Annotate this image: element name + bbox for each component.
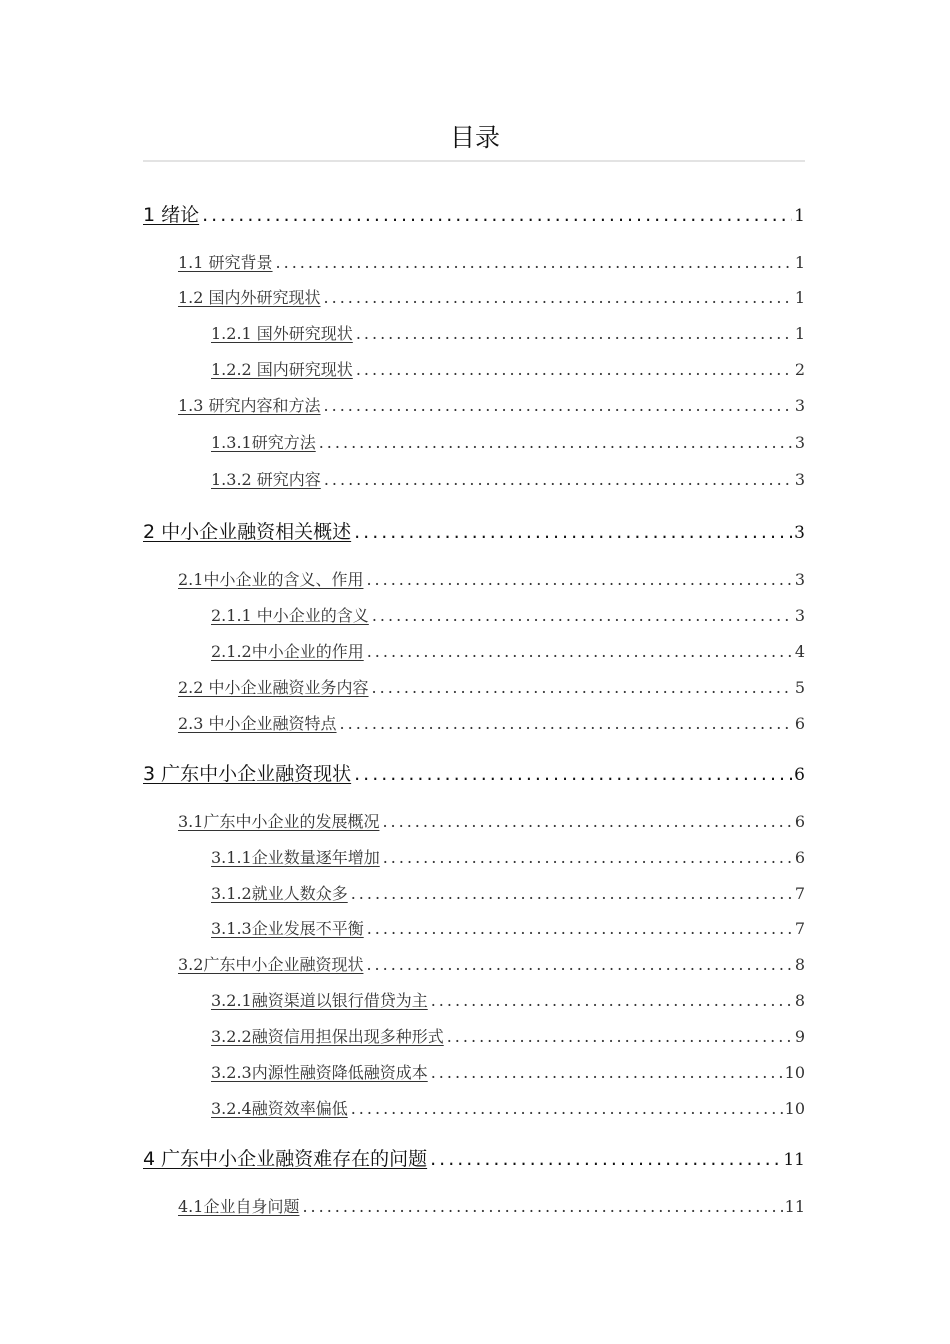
toc-entry-2-1[interactable] <box>178 567 805 590</box>
toc-entry-label: 1 绪论 <box>143 204 200 226</box>
toc-title: 目录 <box>449 123 500 152</box>
dot-leader <box>354 521 792 543</box>
toc-entry-page: 7 <box>794 919 805 938</box>
toc-entry-3-1-1[interactable] <box>211 845 805 868</box>
toc-entry-label: 4 广东中小企业融资难存在的问题 <box>143 1148 428 1170</box>
dot-leader <box>351 1099 783 1118</box>
toc-entry-page: 10 <box>784 1063 805 1082</box>
dot-leader <box>383 848 793 867</box>
toc-entry-page: 4 <box>794 642 805 661</box>
toc-entry-page: 6 <box>794 848 805 867</box>
toc-entry-page: 1 <box>794 324 805 343</box>
toc-entry-label: 1.3 研究内容和方法 <box>178 396 321 415</box>
toc-entry-page: 7 <box>794 884 805 903</box>
toc-entry-label: 1.2.2 国内研究现状 <box>211 360 353 379</box>
toc-entry-page: 5 <box>794 678 805 697</box>
toc-entry-1-2-1[interactable] <box>211 321 805 344</box>
toc-entry-page: 3 <box>794 523 805 543</box>
toc-entry-page: 10 <box>784 1099 805 1118</box>
toc-entry-4-1[interactable] <box>178 1194 805 1217</box>
dot-leader <box>382 812 792 831</box>
toc-entry-label: 1.2.1 国外研究现状 <box>211 324 353 343</box>
dot-leader <box>354 763 792 785</box>
toc-entry-page: 1 <box>794 288 805 307</box>
toc-entry-label: 2 中小企业融资相关概述 <box>143 521 352 543</box>
dot-leader <box>324 396 793 415</box>
toc-entry-page: 3 <box>794 396 805 415</box>
toc-entry-page: 6 <box>794 765 805 785</box>
dot-leader <box>202 204 792 226</box>
toc-entry-3-2[interactable] <box>178 952 805 975</box>
dot-leader <box>367 919 793 938</box>
dot-leader <box>319 433 793 452</box>
toc-entry-label: 3.1.2就业人数众多 <box>211 884 348 903</box>
toc-entry-label: 4.1企业自身问题 <box>178 1197 300 1216</box>
dot-leader <box>366 955 792 974</box>
dot-leader <box>366 570 792 589</box>
toc-entry-3-1-3[interactable] <box>211 916 805 939</box>
toc-entry-page: 3 <box>794 433 805 452</box>
toc-entry-2-3[interactable] <box>178 711 805 734</box>
dot-leader <box>431 991 793 1010</box>
toc-entry-label: 3.2广东中小企业融资现状 <box>178 955 364 974</box>
toc-entry-label: 2.2 中小企业融资业务内容 <box>178 678 369 697</box>
toc-entry-3-2-1[interactable] <box>211 988 805 1011</box>
toc-entry-1-3-1[interactable] <box>211 430 805 453</box>
dot-leader <box>372 678 793 697</box>
toc-entry-page: 3 <box>794 570 805 589</box>
dot-leader <box>302 1197 782 1216</box>
toc-entry-label: 3 广东中小企业融资现状 <box>143 763 352 785</box>
toc-entry-3-2-3[interactable] <box>211 1060 805 1083</box>
toc-entry-3[interactable] <box>143 759 805 786</box>
toc-entry-1-3[interactable] <box>178 393 805 416</box>
toc-entry-label: 2.3 中小企业融资特点 <box>178 714 337 733</box>
dot-leader <box>430 1148 781 1170</box>
toc-entry-page: 1 <box>794 253 805 272</box>
toc-entry-3-1-2[interactable] <box>211 881 805 904</box>
title-divider <box>143 160 805 162</box>
dot-leader <box>340 714 793 733</box>
dot-leader <box>324 288 793 307</box>
toc-entry-1-2[interactable] <box>178 285 805 308</box>
dot-leader <box>372 606 793 625</box>
toc-entry-label: 3.2.3内源性融资降低融资成本 <box>211 1063 428 1082</box>
toc-entry-label: 3.1广东中小企业的发展概况 <box>178 812 380 831</box>
toc-entry-label: 3.2.1融资渠道以银行借贷为主 <box>211 991 428 1010</box>
toc-entry-label: 1.3.2 研究内容 <box>211 470 321 489</box>
toc-entry-label: 2.1中小企业的含义、作用 <box>178 570 364 589</box>
toc-entry-page: 11 <box>784 1197 805 1216</box>
toc-entry-2[interactable] <box>143 517 805 544</box>
toc-entry-page: 11 <box>783 1150 805 1170</box>
toc-entry-1[interactable] <box>143 200 805 227</box>
toc-entry-page: 6 <box>794 714 805 733</box>
toc-entry-page: 6 <box>794 812 805 831</box>
toc-entry-4[interactable] <box>143 1144 805 1171</box>
toc-entry-label: 3.2.4融资效率偏低 <box>211 1099 348 1118</box>
toc-entry-label: 1.1 研究背景 <box>178 253 273 272</box>
dot-leader <box>276 253 793 272</box>
toc-entry-page: 2 <box>794 360 805 379</box>
dot-leader <box>356 324 793 343</box>
toc-entry-3-1[interactable] <box>178 809 805 832</box>
toc-entry-page: 8 <box>794 955 805 974</box>
toc-entry-label: 1.2 国内外研究现状 <box>178 288 321 307</box>
dot-leader <box>431 1063 783 1082</box>
toc-entry-page: 8 <box>794 991 805 1010</box>
dot-leader <box>447 1027 793 1046</box>
toc-entry-page: 3 <box>794 606 805 625</box>
toc-entry-label: 3.2.2融资信用担保出现多种形式 <box>211 1027 444 1046</box>
toc-entry-label: 3.1.3企业发展不平衡 <box>211 919 364 938</box>
toc-entry-page: 3 <box>794 470 805 489</box>
dot-leader <box>324 470 793 489</box>
toc-entry-2-1-1[interactable] <box>211 603 805 626</box>
toc-entry-label: 2.1.2中小企业的作用 <box>211 642 364 661</box>
toc-entry-3-2-4[interactable] <box>211 1096 805 1119</box>
dot-leader <box>367 642 793 661</box>
dot-leader <box>356 360 793 379</box>
toc-entry-label: 2.1.1 中小企业的含义 <box>211 606 369 625</box>
toc-entry-1-2-2[interactable] <box>211 357 805 380</box>
toc-entry-label: 1.3.1研究方法 <box>211 433 316 452</box>
toc-entry-2-1-2[interactable] <box>211 639 805 662</box>
toc-entry-page: 9 <box>794 1027 805 1046</box>
toc-entry-1-1[interactable] <box>178 250 805 273</box>
toc-entry-1-3-2[interactable] <box>211 467 805 490</box>
toc-entry-3-2-2[interactable] <box>211 1024 805 1047</box>
toc-entry-2-2[interactable] <box>178 675 805 698</box>
dot-leader <box>351 884 793 903</box>
toc-entry-page: 1 <box>794 206 805 226</box>
toc-entry-label: 3.1.1企业数量逐年增加 <box>211 848 380 867</box>
